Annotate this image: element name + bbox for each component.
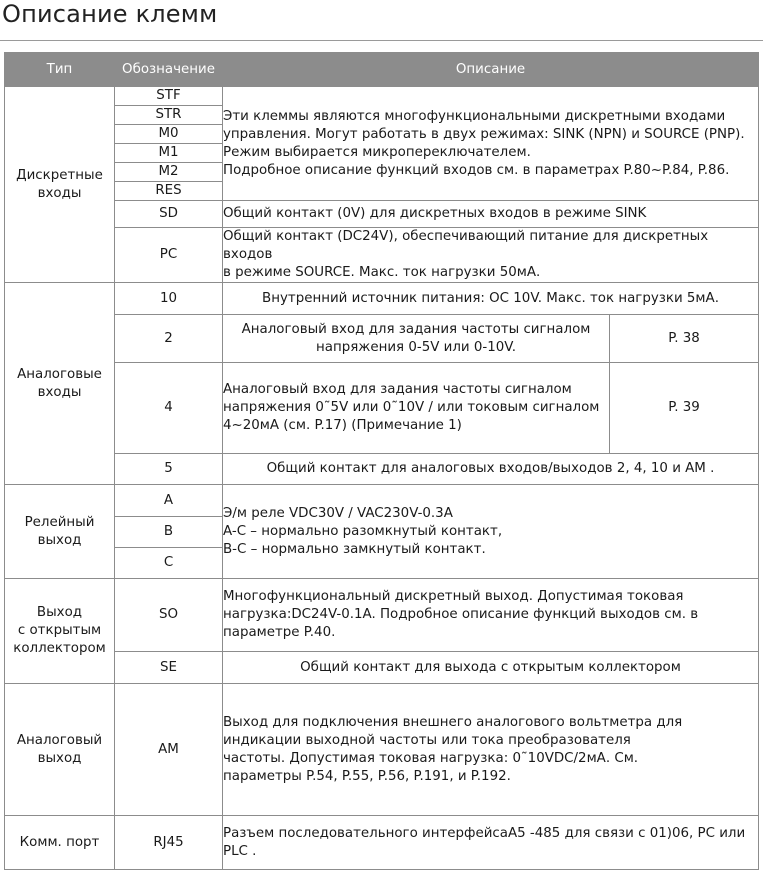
- terminal-description: Общий контакт (0V) для дискретных входов в режиме SINK: [223, 201, 759, 228]
- terminal-description: Общий контакт для аналоговых входов/выходов 2, 4, 10 и AM .: [223, 454, 759, 485]
- table-header-row: [5, 53, 759, 87]
- terminal-code: 10: [115, 283, 223, 315]
- table-row: [5, 201, 759, 228]
- table-row: [5, 283, 759, 315]
- table-row: [5, 454, 759, 485]
- terminal-description: Аналоговый вход для задания частоты сигналом напряжения 0-5V или 0-10V.: [223, 315, 610, 363]
- page-title: Описание клемм: [2, 0, 218, 28]
- terminal-code: M1: [115, 144, 223, 163]
- header-type: Тип: [5, 53, 115, 87]
- terminal-description: Аналоговый вход для задания частоты сигналом напряжения 0˜5V или 0˜10V / или токовым сигналом 4~20мА (см. P.17) (Примечание 1): [223, 363, 610, 454]
- type-analog-inputs: Аналоговые входы: [5, 283, 115, 485]
- table-row: [5, 315, 759, 363]
- terminal-code: STR: [115, 106, 223, 125]
- terminal-code: 4: [115, 363, 223, 454]
- terminal-description: Внутренний источник питания: OC 10V. Макс. ток нагрузки 5мА.: [223, 283, 759, 315]
- type-open-collector: Выход с открытым коллектором: [5, 579, 115, 684]
- terminal-code: PC: [115, 228, 223, 283]
- terminal-description: Общий контакт (DC24V), обеспечивающий питание для дискретных входов в режиме SOURCE. Макс. ток нагрузки 50мА.: [223, 228, 759, 283]
- type-comm-port: Комм. порт: [5, 816, 115, 870]
- table-row: [5, 228, 759, 283]
- parameter-reference: P. 38: [610, 315, 759, 363]
- terminal-code: A: [115, 485, 223, 517]
- table-row: [5, 652, 759, 684]
- type-digital-inputs: Дискретные входы: [5, 87, 115, 283]
- terminal-description: Общий контакт для выхода с открытым коллектором: [223, 652, 759, 684]
- terminal-code: SD: [115, 201, 223, 228]
- terminal-code: STF: [115, 87, 223, 106]
- terminal-description: Разъем последовательного интерфейсаA5 -485 для связи с 01)06, PC или PLC .: [223, 816, 759, 870]
- relay-description: Э/м реле VDC30V / VAC230V-0.3A A-C – нормально разомкнутый контакт, B-C – нормально замкнутый контакт.: [223, 485, 759, 579]
- terminal-code: SO: [115, 579, 223, 652]
- terminal-description: Выход для подключения внешнего аналогового вольтметра для индикации выходной частоты или тока преобразователя частоты. Допустимая токовая нагрузка: 0˜10VDC/2мА. См. параметры P.54, P.55, P.56, P.191, и P.192.: [223, 684, 759, 816]
- title-divider: [0, 40, 763, 41]
- table-row: [5, 485, 759, 517]
- terminals-table: [4, 52, 759, 870]
- terminal-code: C: [115, 548, 223, 579]
- type-relay-output: Релейный выход: [5, 485, 115, 579]
- type-analog-output: Аналоговый выход: [5, 684, 115, 816]
- terminal-code: 5: [115, 454, 223, 485]
- table-row: [5, 363, 759, 454]
- table-row: [5, 816, 759, 870]
- digital-inputs-description: Эти клеммы являются многофункциональными дискретными входами управления. Могут работать в двух режимах: SINK (NPN) и SOURCE (PNP). Режим выбирается микропереключателем. Подробное описание функций входов см. в параметрах P.80~P.84, P.86.: [223, 87, 759, 201]
- terminal-description: Многофункциональный дискретный выход. Допустимая токовая нагрузка:DC24V-0.1A. Подробное описание функций выходов см. в параметре P.40.: [223, 579, 759, 652]
- terminal-code: M2: [115, 163, 223, 182]
- header-description: Описание: [223, 53, 759, 87]
- terminal-code: B: [115, 517, 223, 548]
- table-row: [5, 579, 759, 652]
- terminal-code: RJ45: [115, 816, 223, 870]
- terminal-code: SE: [115, 652, 223, 684]
- parameter-reference: P. 39: [610, 363, 759, 454]
- terminal-code: AM: [115, 684, 223, 816]
- terminal-code: 2: [115, 315, 223, 363]
- terminal-code: M0: [115, 125, 223, 144]
- terminal-code: RES: [115, 182, 223, 201]
- table-row: [5, 87, 759, 106]
- table-row: [5, 684, 759, 816]
- header-code: Обозначение: [115, 53, 223, 87]
